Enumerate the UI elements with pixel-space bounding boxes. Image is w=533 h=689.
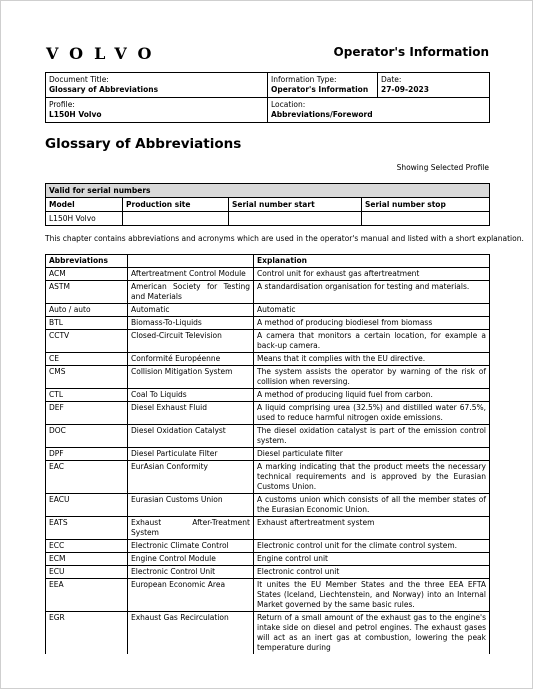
header-title: Operator's Information [333, 45, 489, 59]
explanation-cell: A camera that monitors a certain location, for example a back-up camera. [254, 330, 490, 353]
serial-table-caption: Valid for serial numbers [46, 184, 490, 198]
abbreviation-cell: EEA [46, 579, 128, 612]
abbreviation-cell: ASTM [46, 281, 128, 304]
abbreviation-cell: EAC [46, 461, 128, 494]
explanation-cell: Return of a small amount of the exhaust gas to the engine's intake side on diesel and petrol engines. The exhaust gases will act as an inert gas at combustion, lowering the peak temperature during [254, 612, 490, 655]
table-row [46, 304, 490, 317]
abbreviation-cell: EGR [46, 612, 128, 655]
explanation-cell: It unites the EU Member States and the three EEA EFTA States (Iceland, Liechtenstein, and Norway) into an Internal Market governed by the same basic rules. [254, 579, 490, 612]
term-cell: Coal To Liquids [128, 389, 254, 402]
meta-location-label: Location: [271, 100, 306, 109]
explanation-cell: A marking indicating that the product meets the necessary technical requirements and is approved by the Eurasian Customs Union. [254, 461, 490, 494]
abbreviation-cell: EATS [46, 517, 128, 540]
table-row [46, 566, 490, 579]
table-row [46, 553, 490, 566]
abbreviation-cell: CMS [46, 366, 128, 389]
term-cell: European Economic Area [128, 579, 254, 612]
explanation-cell: Electronic control unit [254, 566, 490, 579]
table-row [46, 317, 490, 330]
table-row [46, 212, 490, 226]
abbreviation-cell: CE [46, 353, 128, 366]
serial-header-production-site: Production site [123, 198, 229, 212]
glossary-header-explanation: Explanation [254, 255, 490, 268]
abbreviation-cell: CCTV [46, 330, 128, 353]
serial-production-site [123, 212, 229, 226]
meta-information-type-label: Information Type: [271, 75, 337, 84]
table-row [46, 517, 490, 540]
explanation-cell: A customs union which consists of all the member states of the Eurasian Economic Union. [254, 494, 490, 517]
term-cell: Collision Mitigation System [128, 366, 254, 389]
abbreviation-cell: CTL [46, 389, 128, 402]
table-row [46, 389, 490, 402]
meta-information-type-cell [268, 73, 378, 98]
table-row [46, 353, 490, 366]
abbreviation-cell: ACM [46, 268, 128, 281]
meta-document-title: Glossary of Abbreviations [49, 85, 159, 94]
serial-model: L150H Volvo [46, 212, 123, 226]
abbreviation-cell: DPF [46, 448, 128, 461]
term-cell: Electronic Climate Control [128, 540, 254, 553]
abbreviation-cell: DOC [46, 425, 128, 448]
term-cell: Eurasian Customs Union [128, 494, 254, 517]
term-cell: Closed-Circuit Television [128, 330, 254, 353]
glossary-table [45, 254, 490, 654]
meta-profile: L150H Volvo [49, 110, 102, 119]
meta-date-cell [378, 73, 490, 98]
term-cell: Conformité Européenne [128, 353, 254, 366]
abbreviation-cell: DEF [46, 402, 128, 425]
meta-profile-cell [46, 98, 268, 123]
abbreviation-cell: ECC [46, 540, 128, 553]
explanation-cell: A method of producing liquid fuel from carbon. [254, 389, 490, 402]
abbreviation-cell: ECM [46, 553, 128, 566]
term-cell: American Society for Testing and Materials [128, 281, 254, 304]
table-row [46, 330, 490, 353]
explanation-cell: A standardisation organisation for testing and materials. [254, 281, 490, 304]
term-cell: EurAsian Conformity [128, 461, 254, 494]
table-row [46, 281, 490, 304]
meta-location: Abbreviations/Foreword [271, 110, 373, 119]
document-meta-table [45, 72, 490, 123]
term-cell: Aftertreatment Control Module [128, 268, 254, 281]
table-row [46, 268, 490, 281]
abbreviation-cell: BTL [46, 317, 128, 330]
glossary-header-abbreviations: Abbreviations [46, 255, 128, 268]
abbreviation-cell: EACU [46, 494, 128, 517]
table-row [46, 540, 490, 553]
term-cell: Biomass-To-Liquids [128, 317, 254, 330]
term-cell: Engine Control Module [128, 553, 254, 566]
abbreviation-cell: ECU [46, 566, 128, 579]
serial-header-stop: Serial number stop [362, 198, 490, 212]
explanation-cell: The system assists the operator by warning of the risk of collision when reversing. [254, 366, 490, 389]
serial-header-start: Serial number start [229, 198, 362, 212]
page-title: Glossary of Abbreviations [45, 136, 242, 152]
profile-note: Showing Selected Profile [396, 163, 489, 172]
table-row [46, 425, 490, 448]
term-cell: Diesel Particulate Filter [128, 448, 254, 461]
meta-information-type: Operator's Information [271, 85, 369, 94]
explanation-cell: Exhaust aftertreatment system [254, 517, 490, 540]
intro-text: This chapter contains abbreviations and acronyms which are used in the operator's manual and listed with a short explanation. [45, 234, 524, 243]
explanation-cell: Diesel particulate filter [254, 448, 490, 461]
term-cell: Electronic Control Unit [128, 566, 254, 579]
serial-header-model: Model [46, 198, 123, 212]
explanation-cell: Control unit for exhaust gas aftertreatment [254, 268, 490, 281]
explanation-cell: Engine control unit [254, 553, 490, 566]
abbreviation-cell: Auto / auto [46, 304, 128, 317]
explanation-cell: Means that it complies with the EU directive. [254, 353, 490, 366]
term-cell: Diesel Oxidation Catalyst [128, 425, 254, 448]
explanation-cell: A method of producing biodiesel from biomass [254, 317, 490, 330]
term-cell: Diesel Exhaust Fluid [128, 402, 254, 425]
glossary-header-term [128, 255, 254, 268]
serial-stop [362, 212, 490, 226]
table-row [46, 461, 490, 494]
explanation-cell: The diesel oxidation catalyst is part of the emission control system. [254, 425, 490, 448]
term-cell: Exhaust After-Treatment System [128, 517, 254, 540]
volvo-logo: VOLVO [46, 44, 163, 63]
table-row [46, 579, 490, 612]
table-row [46, 402, 490, 425]
meta-date: 27-09-2023 [381, 85, 429, 94]
explanation-cell: A liquid comprising urea (32.5%) and distilled water 67.5%, used to reduce harmful nitrogen oxide emissions. [254, 402, 490, 425]
term-cell: Automatic [128, 304, 254, 317]
meta-location-cell [268, 98, 490, 123]
explanation-cell: Electronic control unit for the climate control system. [254, 540, 490, 553]
table-row [46, 612, 490, 655]
table-row [46, 494, 490, 517]
table-row [46, 366, 490, 389]
meta-document-title-cell [46, 73, 268, 98]
meta-document-title-label: Document Title: [49, 75, 109, 84]
meta-profile-label: Profile: [49, 100, 75, 109]
meta-date-label: Date: [381, 75, 402, 84]
serial-start [229, 212, 362, 226]
table-row [46, 448, 490, 461]
term-cell: Exhaust Gas Recirculation [128, 612, 254, 655]
explanation-cell: Automatic [254, 304, 490, 317]
serial-numbers-table [45, 183, 490, 226]
